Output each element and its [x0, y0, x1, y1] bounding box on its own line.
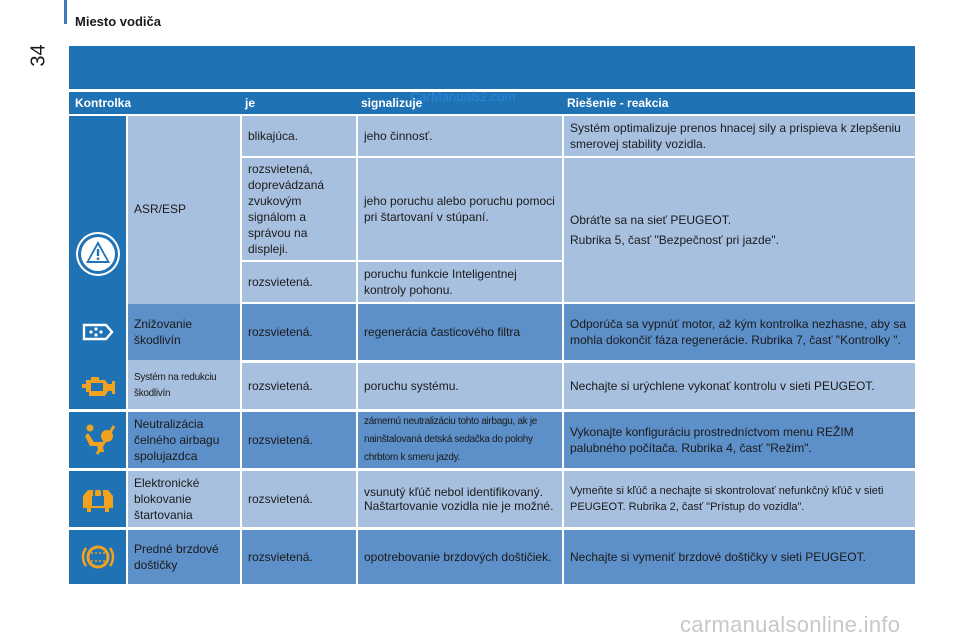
engine-icon — [79, 372, 117, 400]
asr-name-cell — [128, 116, 240, 302]
asr-signal-1: jeho činnosť. — [358, 116, 562, 156]
asr-signal-2: jeho poruchu alebo poruchu pomoci pri štartovaní v stúpaní. — [358, 158, 562, 260]
header-je: je — [245, 96, 256, 110]
asr-solution-shared: Obráťte sa na sieť PEUGEOT. Rubrika 5, časť "Bezpečnosť pri jazde". — [564, 158, 915, 302]
watermark-bottom: carmanualsonline.info — [680, 612, 901, 637]
table-row: Systém na redukciu škodlivín rozsvietená. poruchu systému. Nechajte si urýchlene vykonať kontrolu v sieti PEUGEOT. — [69, 363, 915, 409]
table-row: Znižovanie škodlivín rozsvietená. regenerácia časticového filtra Odporúča sa vypnúť motor, až kým kontrolka nezhasne, aby sa mohla dokončiť fáza regenerácie. Rubrika 7, časť "Kontrolky ". — [69, 304, 915, 360]
airbag-off-icon — [80, 422, 116, 458]
section-title: Miesto vodiča — [75, 14, 161, 29]
particle-filter-icon — [80, 321, 116, 343]
asr-state-3: rozsvietená. — [242, 262, 356, 302]
header-signalizuje: signalizuje — [361, 96, 423, 110]
table-row: Elektronické blokovanie štartovania rozsvietená. vsunutý kľúč nebol identifikovaný. Naštartovanie vozidla nie je možné. Vymeňte si kľúč a nechajte si skontrolovať nefunkčný kľúč v sieti PEUGEOT. Rubrika 2, časť "Prístup do vozidla". — [69, 471, 915, 527]
margin-line — [64, 0, 67, 24]
brake-pads-icon — [81, 540, 115, 574]
page-number: 34 — [27, 44, 50, 67]
table-row: Predné brzdové doštičky rozsvietená. opotrebovanie brzdových doštičiek. Nechajte si vymeniť brzdové doštičky v sieti PEUGEOT. — [69, 530, 915, 584]
watermark-top: CarManuals2.com — [410, 89, 516, 104]
header-riesenie: Riešenie - reakcia — [567, 96, 669, 110]
title-banner — [69, 46, 915, 89]
warning-triangle-icon — [73, 229, 123, 279]
asr-name: ASR/ESP — [134, 202, 187, 216]
asr-solution-1: Systém optimalizuje prenos hnacej sily a prispieva k zlepšeniu smerovej stability vozidla. — [564, 116, 915, 156]
asr-signal-3: poruchu funkcie Inteligentnej kontroly pohonu. — [358, 262, 562, 302]
immobilizer-lock-icon — [79, 482, 117, 516]
table-row: Neutralizácia čelného airbagu spolujazdca rozsvietená. zámernú neutralizáciu tohto airbagu, ak je nainštalovaná detská sedačka do polohy chrbtom k smeru jazdy. Vykonajte konfiguráciu prostredníctvom menu REŽIM palubného počítača. Rubrika 4, časť "Režim". — [69, 412, 915, 468]
header-kontrolka: Kontrolka — [75, 96, 132, 110]
asr-state-1: blikajúca. — [242, 116, 356, 156]
asr-state-2: rozsvietená, doprevádzaná zvukovým signálom a správou na displeji. — [242, 158, 356, 260]
